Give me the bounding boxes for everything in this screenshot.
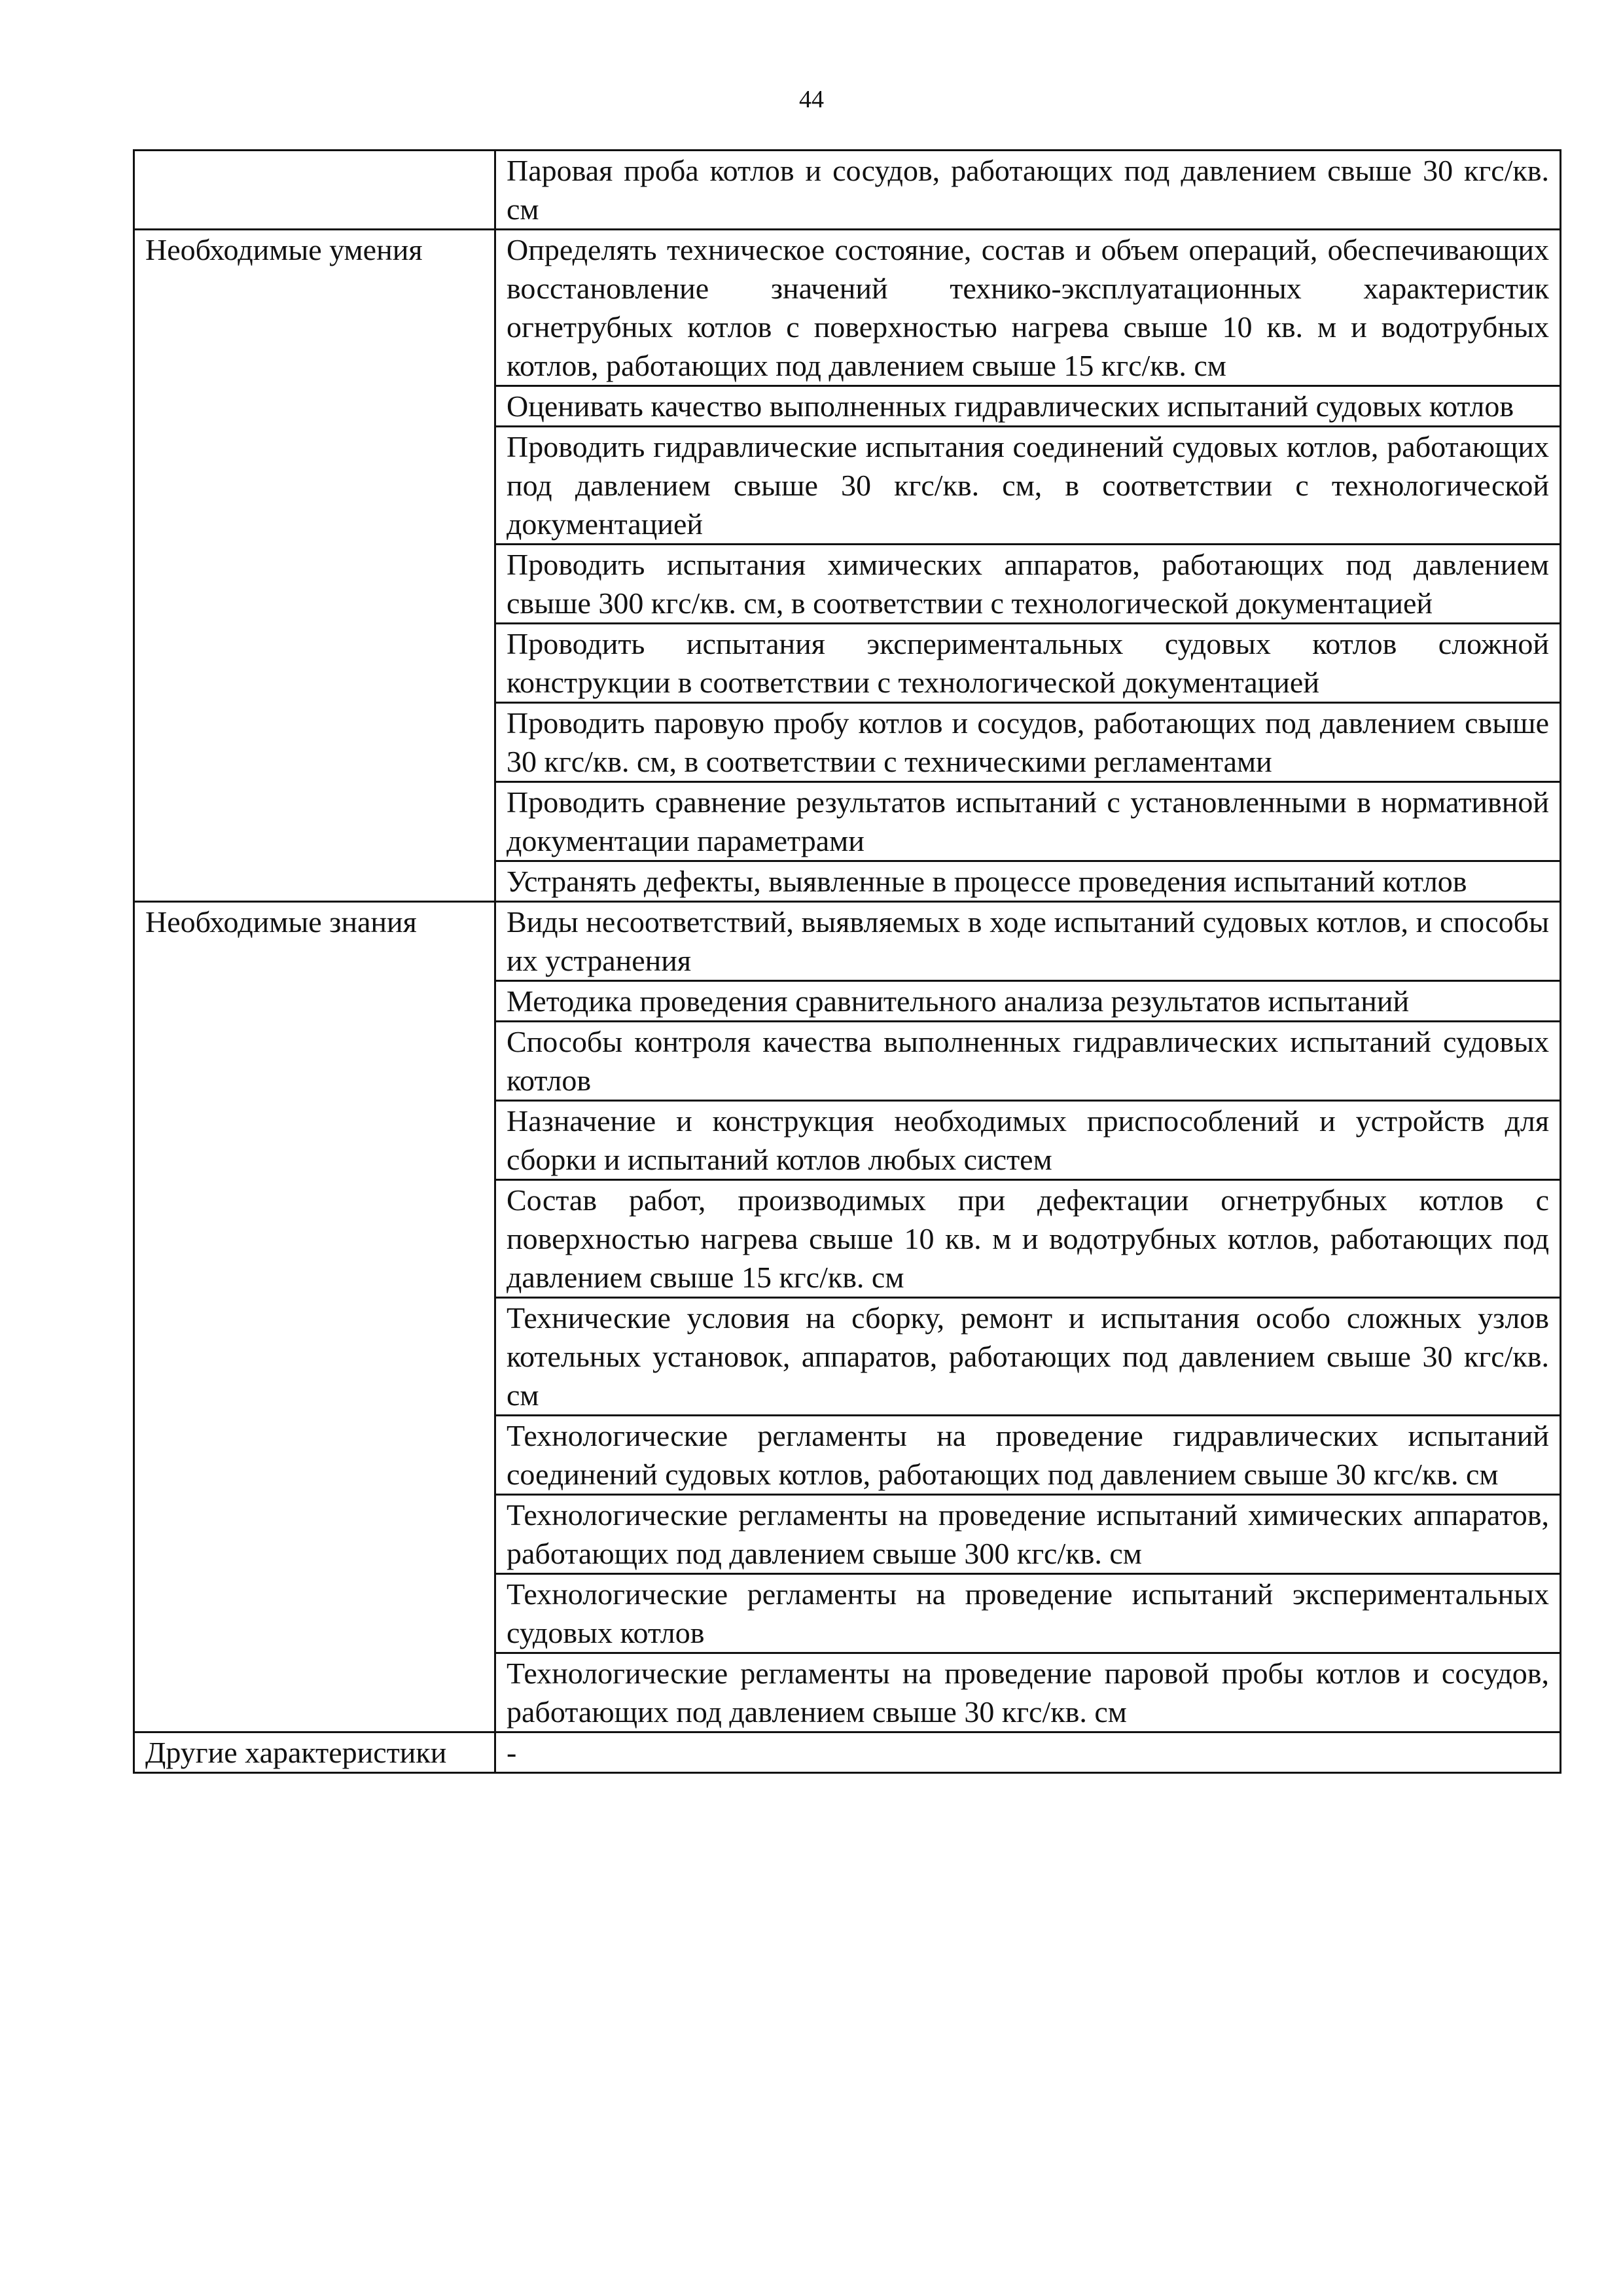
skill-item: Проводить испытания экспериментальных судовых котлов сложной конструкции в соответствии с технологической документацией xyxy=(495,624,1561,703)
knowledge-item: Технологические регламенты на проведение испытаний экспериментальных судовых котлов xyxy=(495,1574,1561,1653)
table-row xyxy=(134,1732,1561,1773)
table-row xyxy=(134,151,1561,230)
skill-item: Проводить испытания химических аппаратов, работающих под давлением свыше 300 кгс/кв. см, в соответствии с технологической документацией xyxy=(495,545,1561,624)
knowledge-item: Назначение и конструкция необходимых приспособлений и устройств для сборки и испытаний котлов любых систем xyxy=(495,1101,1561,1180)
skill-item: Оценивать качество выполненных гидравлических испытаний судовых котлов xyxy=(495,386,1561,427)
knowledge-label: Необходимые знания xyxy=(134,902,495,1732)
requirements-table xyxy=(133,149,1561,1774)
skill-item: Проводить гидравлические испытания соединений судовых котлов, работающих под давлением свыше 30 кгс/кв. см, в соответствии с технологической документацией xyxy=(495,427,1561,545)
knowledge-item: Виды несоответствий, выявляемых в ходе испытаний судовых котлов, и способы их устранения xyxy=(495,902,1561,981)
row-value: Паровая проба котлов и сосудов, работающих под давлением свыше 30 кгс/кв. см xyxy=(495,151,1561,230)
knowledge-item: Технологические регламенты на проведение паровой пробы котлов и сосудов, работающих под давлением свыше 30 кгс/кв. см xyxy=(495,1653,1561,1732)
skill-item: Проводить сравнение результатов испытаний с установленными в нормативной документации параметрами xyxy=(495,782,1561,861)
skill-item: Определять техническое состояние, состав и объем операций, обеспечивающих восстановление значений технико-эксплуатационных характеристик огнетрубных котлов с поверхностью нагрева свыше 10 кв. м и водотрубных котлов, работающих под давлением свыше 15 кгс/кв. см xyxy=(495,230,1561,386)
knowledge-item: Состав работ, производимых при дефектации огнетрубных котлов с поверхностью нагрева свыше 10 кв. м и водотрубных котлов, работающих под давлением свыше 15 кгс/кв. см xyxy=(495,1180,1561,1298)
page-number: 44 xyxy=(799,86,824,113)
knowledge-item: Способы контроля качества выполненных гидравлических испытаний судовых котлов xyxy=(495,1022,1561,1101)
knowledge-item: Технические условия на сборку, ремонт и испытания особо сложных узлов котельных установок, аппаратов, работающих под давлением свыше 30 кгс/кв. см xyxy=(495,1298,1561,1416)
skill-item: Устранять дефекты, выявленные в процессе проведения испытаний котлов xyxy=(495,861,1561,902)
other-value: - xyxy=(495,1732,1561,1773)
knowledge-item: Технологические регламенты на проведение гидравлических испытаний соединений судовых котлов, работающих под давлением свыше 30 кгс/кв. см xyxy=(495,1416,1561,1495)
skill-item: Проводить паровую пробу котлов и сосудов, работающих под давлением свыше 30 кгс/кв. см, в соответствии с техническими регламентами xyxy=(495,703,1561,782)
other-label: Другие характеристики xyxy=(134,1732,495,1773)
table-row xyxy=(134,902,1561,981)
knowledge-item: Методика проведения сравнительного анализа результатов испытаний xyxy=(495,981,1561,1022)
skills-label: Необходимые умения xyxy=(134,230,495,902)
knowledge-item: Технологические регламенты на проведение испытаний химических аппаратов, работающих под давлением свыше 300 кгс/кв. см xyxy=(495,1495,1561,1574)
table-row xyxy=(134,230,1561,386)
row-label xyxy=(134,151,495,230)
